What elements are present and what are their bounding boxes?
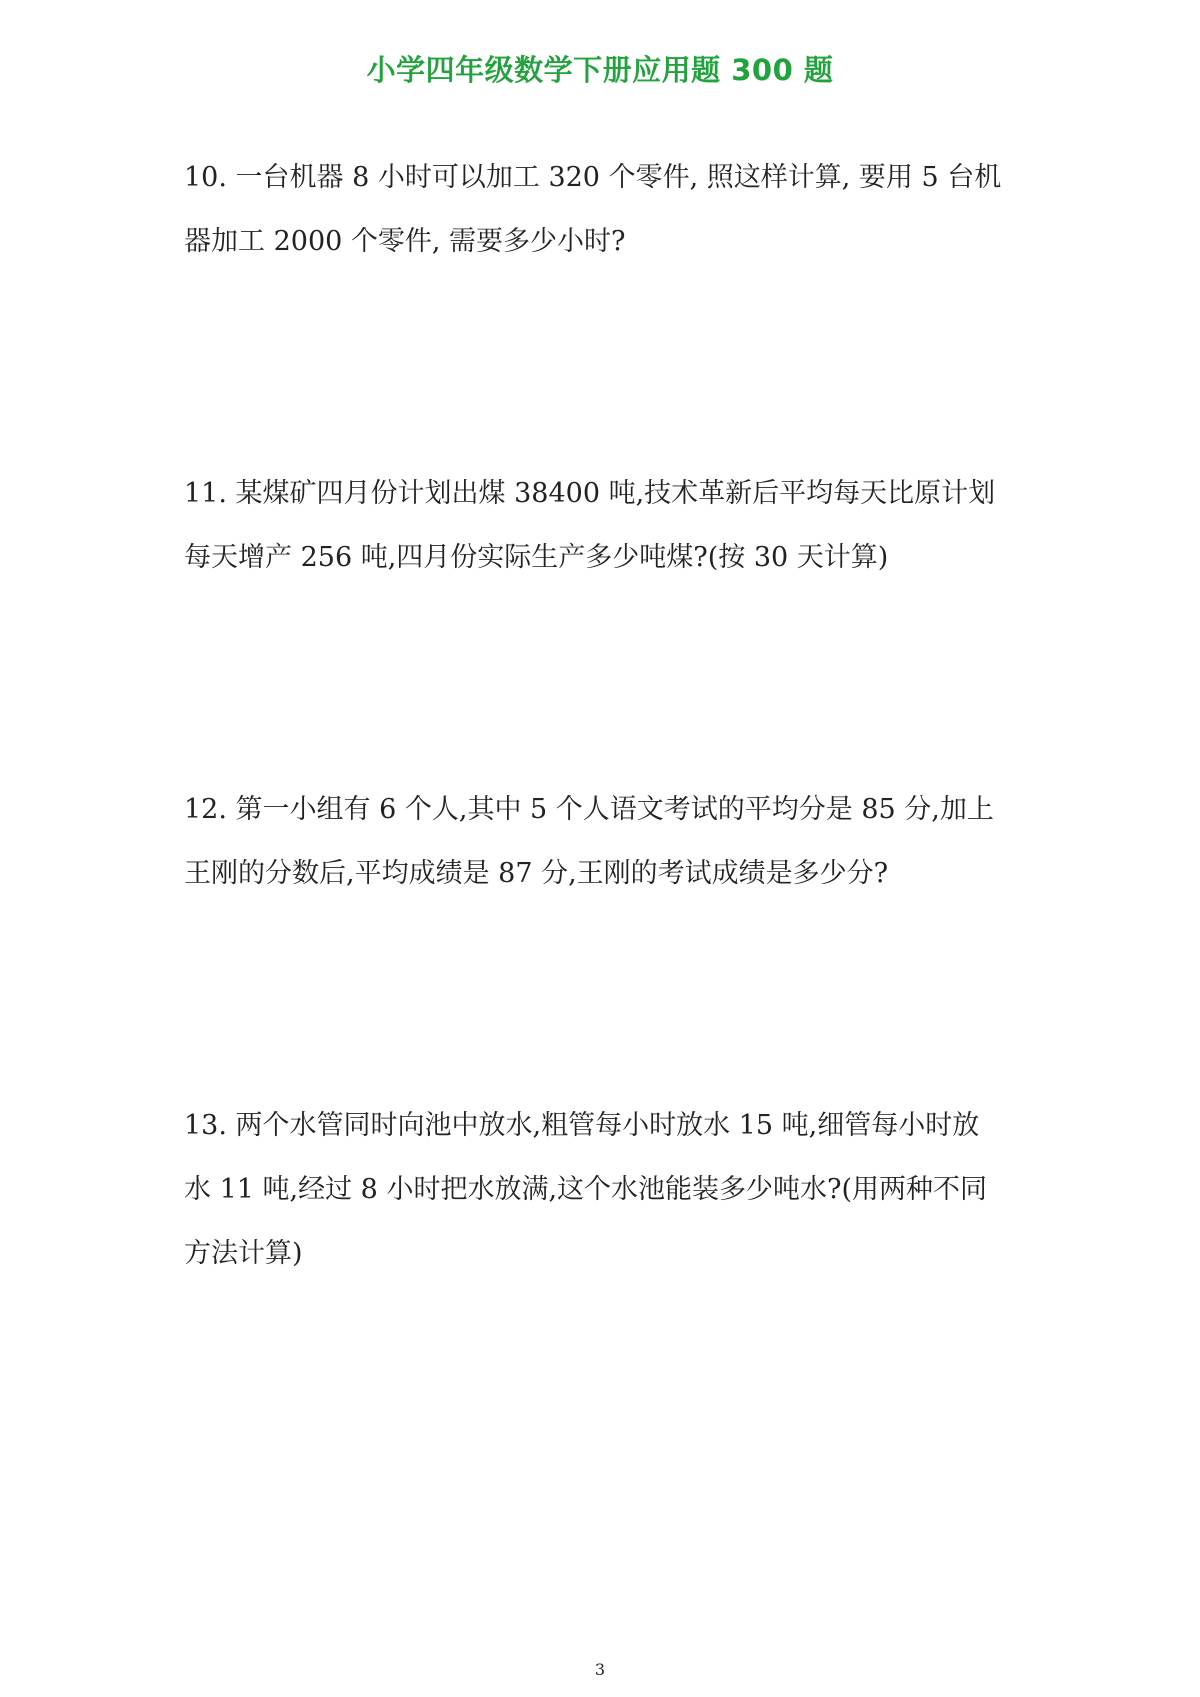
- problem-13-line-3: 方法计算): [184, 1238, 303, 1269]
- page-title: 小学四年级数学下册应用题 300 题: [366, 53, 834, 87]
- problem-12: [184, 778, 1024, 906]
- problem-12-line-2: 王刚的分数后,平均成绩是 87 分,王刚的考试成绩是多少分?: [184, 858, 889, 889]
- page-number: 3: [594, 1660, 606, 1679]
- problem-12-line-1: 12. 第一小组有 6 个人,其中 5 个人语文考试的平均分是 85 分,加上: [184, 794, 994, 825]
- problem-11: [184, 462, 1024, 590]
- problem-11-line-2: 每天增产 256 吨,四月份实际生产多少吨煤?(按 30 天计算): [184, 542, 889, 573]
- problem-10-line-1: 10. 一台机器 8 小时可以加工 320 个零件, 照这样计算, 要用 5 台机: [184, 162, 1002, 193]
- problem-10-line-2: 器加工 2000 个零件, 需要多少小时?: [184, 226, 626, 257]
- problem-13-line-2: 水 11 吨,经过 8 小时把水放满,这个水池能装多少吨水?(用两种不同: [184, 1174, 988, 1205]
- problem-13: [184, 1094, 1024, 1286]
- problem-11-line-1: 11. 某煤矿四月份计划出煤 38400 吨,技术革新后平均每天比原计划: [184, 478, 996, 509]
- problem-10: [184, 146, 1024, 274]
- problem-13-line-1: 13. 两个水管同时向池中放水,粗管每小时放水 15 吨,细管每小时放: [184, 1110, 980, 1141]
